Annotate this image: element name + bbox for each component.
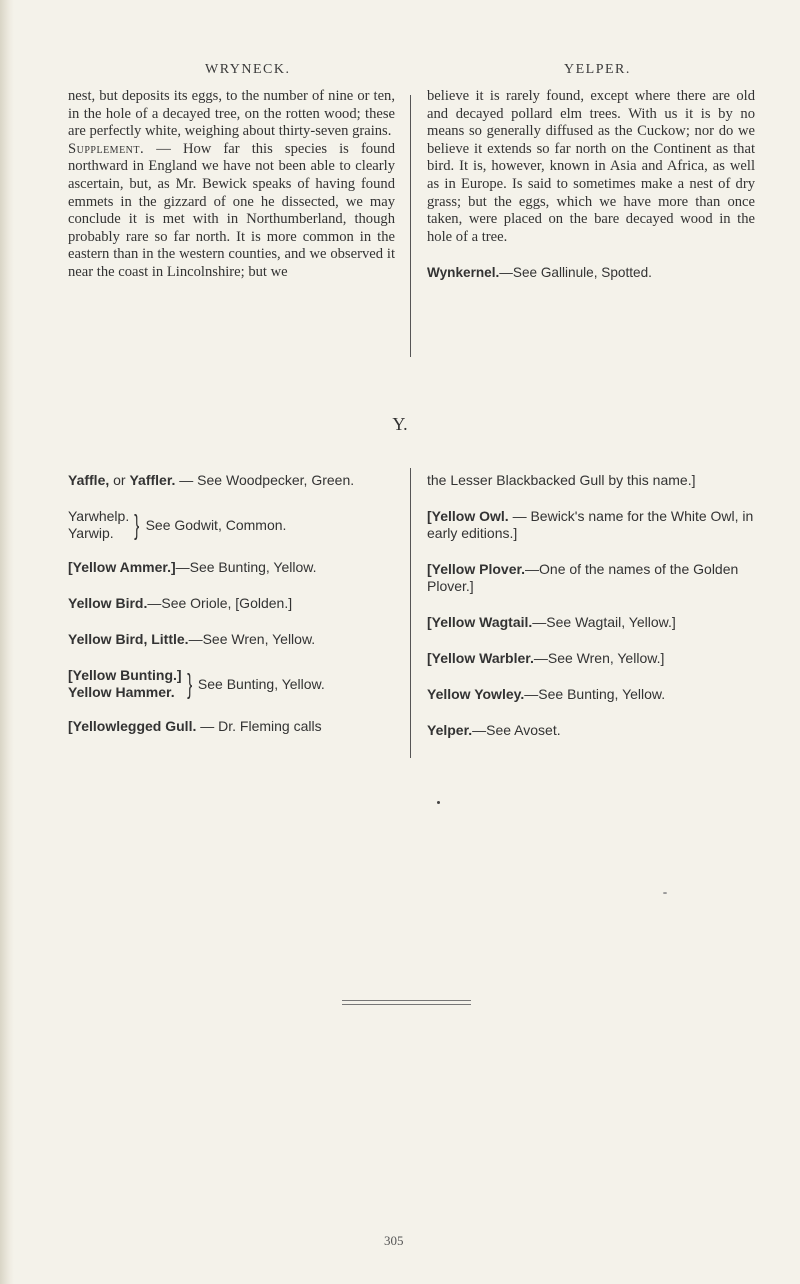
wryneck-text-column-right [427, 88, 755, 282]
headword-yellow-plover: [Yellow Plover. [427, 561, 526, 577]
wynkernel-entry [427, 264, 755, 282]
entry-yellowlegged-gull [68, 718, 398, 735]
wryneck-paragraph: nest, but deposits its eggs, to the number of nine or ten, in the hole of a decayed tree, on the rotten wood; these are perfectly white, weighing about thirty-seven grains. [68, 88, 395, 140]
entry-yelper-reference: —See Avoset. [472, 722, 561, 738]
entry-yellow-warbler-reference: —See Wren, Yellow.] [533, 650, 665, 666]
entry-bunting-reference: See Bunting, Yellow. [197, 675, 325, 692]
entry-yellow-yowley [427, 686, 757, 703]
entry-yellowlegged-gull-text: — Dr. Fleming calls [196, 718, 322, 734]
supplement-label: Supplement. [68, 140, 145, 157]
entry-yellow-owl-text: — Bewick's name for the White Owl, in early editions.] [427, 508, 754, 541]
end-rule-lower [342, 1004, 471, 1005]
end-rule-upper [342, 1000, 471, 1001]
entry-yellow-warbler [427, 650, 757, 667]
headword-yellow-wagtail: [Yellow Wagtail. [427, 614, 533, 630]
yarwhelp-headwords [68, 508, 129, 542]
yellow-bunting-headwords [68, 667, 182, 701]
entry-yellow-plover-text: —One of the names of the Golden Plover.] [427, 561, 739, 594]
brace-icon: } [186, 668, 192, 699]
entry-yelper [427, 722, 757, 739]
headword-yellow-owl: [Yellow Owl. [427, 508, 509, 524]
entry-yellow-wagtail-reference: —See Wagtail, Yellow.] [532, 614, 676, 630]
entry-godwit-reference: See Godwit, Common. [145, 516, 287, 533]
entry-yellow-bird-little [68, 631, 398, 648]
headword-yellow-yowley: Yellow Yowley. [427, 686, 525, 702]
headword-yelper: Yelper. [427, 722, 473, 738]
wryneck-text-column [68, 88, 395, 282]
section-letter: Y. [392, 414, 408, 434]
headword-yellow-hammer: Yellow Hammer. [68, 684, 175, 700]
entry-yellow-wagtail [427, 614, 757, 631]
page-number: 305 [384, 1233, 404, 1248]
supplement-text: — How far this species is found northward in England we have not been able to clearly ascertain, but, as Mr. Bewick speaks of having found emmets in the gizzard of one he dissected, we may conclude it is met with in Northumberland, though probably rare so far north. It is more common in the eastern than in the western counties, and we observed it near the coast in Lincolnshire; but we [68, 140, 395, 280]
supplement-paragraph [68, 141, 395, 282]
running-head-right: YELPER. [564, 62, 631, 77]
headword-yellowlegged-gull: [Yellowlegged Gull. [68, 718, 197, 734]
wryneck-paragraph-continued: believe it is rarely found, except where there are old and decayed pollard elm trees. With us it is by no means so generally diffused as the Cuckow; nor do we believe it extends so far north on the Continent as that bird. It is, however, known in Asia and Africa, as well as in Europe. Is said to sometimes make a nest of dry grass; but the eggs, which we have more than once taken, were placed on the bare decayed wood in the hole of a tree. [427, 88, 755, 245]
headword-yellow-bird-little: Yellow Bird, Little. [68, 631, 189, 647]
ink-speck [663, 892, 667, 894]
running-head-left: WRYNECK. [205, 62, 291, 77]
headword-yellow-bird: Yellow Bird. [68, 595, 148, 611]
entries-column-right [427, 472, 757, 758]
entry-gull-continued: the Lesser Blackbacked Gull by this name.] [427, 472, 696, 488]
headword-yaffle: Yaffle, [68, 472, 110, 488]
entry-yarwhelp [68, 508, 398, 542]
entry-yellow-owl [427, 508, 757, 542]
headword-yellow-warbler: [Yellow Warbler. [427, 650, 534, 666]
entry-yellow-bird [68, 595, 398, 612]
entry-yellow-plover [427, 561, 757, 595]
entry-connector: or [109, 472, 130, 488]
ink-speck [437, 801, 440, 804]
wynkernel-reference: —See Gallinule, Spotted. [499, 265, 652, 281]
column-divider-bottom [410, 468, 411, 758]
entry-yaffle-reference: — See Woodpecker, Green. [175, 472, 355, 488]
entry-yellow-bunting [68, 667, 398, 701]
entries-column-left [68, 472, 398, 754]
entry-yellow-ammer-reference: —See Bunting, Yellow. [175, 559, 317, 575]
headword-yarwip: Yarwip. [68, 525, 114, 541]
entry-yaffle [68, 472, 398, 489]
wynkernel-headword: Wynkernel. [427, 265, 500, 281]
column-divider-top [410, 95, 411, 357]
headword-yaffler: Yaffler. [129, 472, 176, 488]
headword-yarwhelp: Yarwhelp. [68, 508, 130, 524]
entry-yellow-bird-reference: —See Oriole, [Golden.] [147, 595, 293, 611]
entry-yellow-yowley-reference: —See Bunting, Yellow. [524, 686, 666, 702]
entry-yellow-bird-little-reference: —See Wren, Yellow. [188, 631, 316, 647]
page-edge [0, 0, 14, 1284]
headword-yellow-ammer: [Yellow Ammer.] [68, 559, 176, 575]
entry-yellow-ammer [68, 559, 398, 576]
headword-yellow-bunting: [Yellow Bunting.] [68, 667, 182, 683]
brace-icon: } [134, 509, 140, 540]
